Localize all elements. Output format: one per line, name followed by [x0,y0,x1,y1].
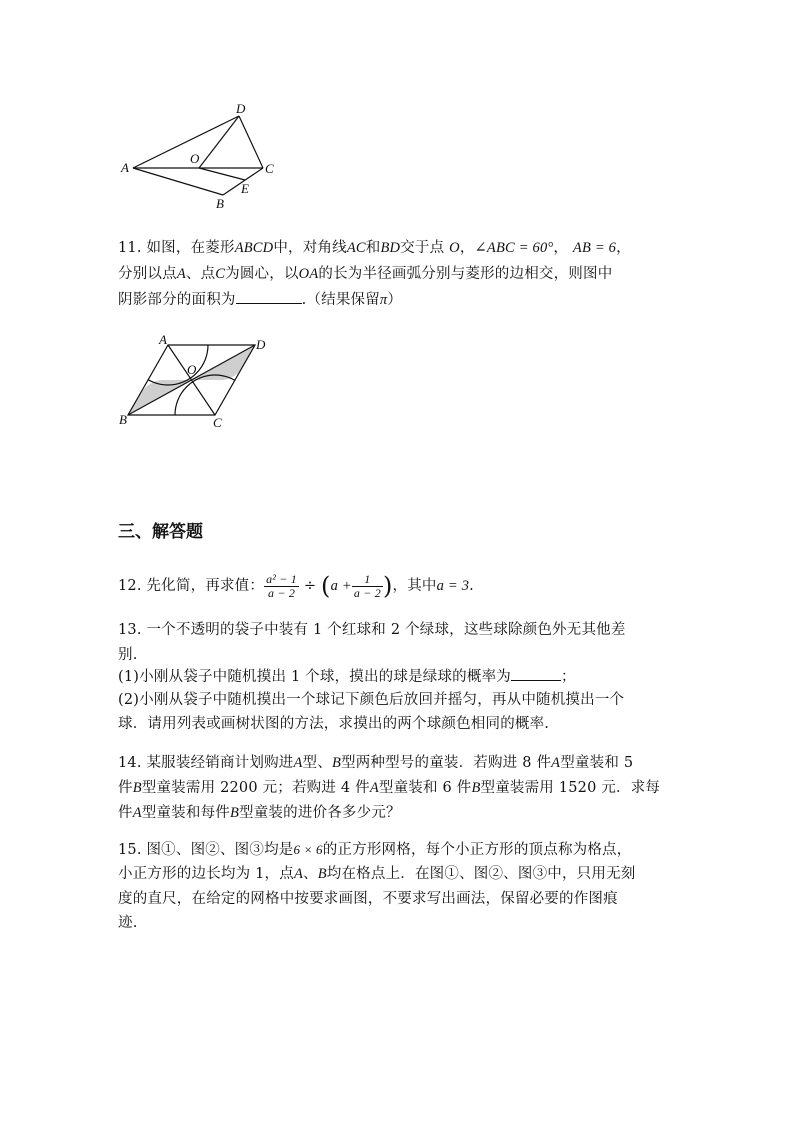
q11-line-3: 阴影部分的面积为 .（结果保留π） [118,288,402,313]
section-heading: 三、解答题 [118,522,203,542]
segment-od [199,116,239,168]
label-a: A [159,332,167,347]
q14-line-2: 件B型童装需用 2200 元；若购进 4 件A型童装和 6 件B型童装需用 1520 元．求每 [118,780,661,796]
q14-line-1: 14. 某服装经销商计划购进A型、B型两种型号的童装．若购进 8 件A型童装和 5 [118,755,634,771]
answer-blank[interactable] [511,666,561,681]
label-c: C [213,415,222,430]
figure-2-rhombus-diagram [115,332,275,432]
q12-line: 12. 先化简，再求值： $\frac{\text{a² − 1}}{a - 2}$ ÷ (a + $\frac{1}{a - 2}$ )，其中a = 3. [118,571,474,600]
label-o: O [187,362,197,377]
q15-line-1: 15. 图①、图②、图③均是6 × 6的正方形网格，每个小正方形的顶点称为格点， [118,842,632,858]
q14-line-3: 件A型童装和每件B型童装的进价各多少元？ [118,805,401,821]
segment-ad [133,116,239,168]
q13-line-3: (1)小刚从袋子中随机摸出 1 个球，摸出的球是绿球的概率为 ； [118,665,576,690]
label-o: O [190,151,200,166]
label-c: C [265,161,274,176]
label-b: B [119,412,127,427]
label-d: D [256,337,266,352]
answer-blank[interactable] [236,289,302,304]
q11-line-1: 11. 如图，在菱形ABCD中，对角线AC和BD交于点 O，∠ABC = 60°， AB = 6， [118,240,631,256]
q15-line-2: 小正方形的边长均为 1，点A、B均在格点上．在图①、图②、图③中，只用无刻 [118,866,636,882]
q11-line-2: 分别以点A、点C为圆心，以OA的长为半径画弧分别与菱形的边相交，则图中 [118,266,613,282]
diagonal-bd [128,345,255,415]
segment-ab [133,168,223,195]
label-b: B [216,196,224,211]
q13-line-1: 13. 一个不透明的袋子中装有 1 个红球和 2 个绿球，这些球除颜色外无其他差 [118,622,626,638]
label-a: A [121,160,129,175]
fraction-1: $\frac{\text{a² − 1}}{a - 2}$ [266,571,297,600]
q15-line-4: 迹. [118,915,138,931]
q13-line-2: 别. [118,647,138,663]
q13-line-4: (2)小刚从袋子中随机摸出一个球记下颜色后放回并摇匀，再从中随机摸出一个 [118,692,625,708]
figure-1-diagram [115,100,290,215]
segment-oe [199,168,245,180]
label-d: D [236,101,246,116]
q13-line-5: 球．请用列表或画树状图的方法，求摸出的两个球颜色相同的概率. [118,716,550,732]
fraction-2: $\frac{1}{a - 2}$ [353,571,381,600]
segment-dc [239,116,263,168]
label-e: E [241,181,249,196]
q15-line-3: 度的直尺，在给定的网格中按要求画图，不要求写出画法，保留必要的作图痕 [118,891,618,907]
